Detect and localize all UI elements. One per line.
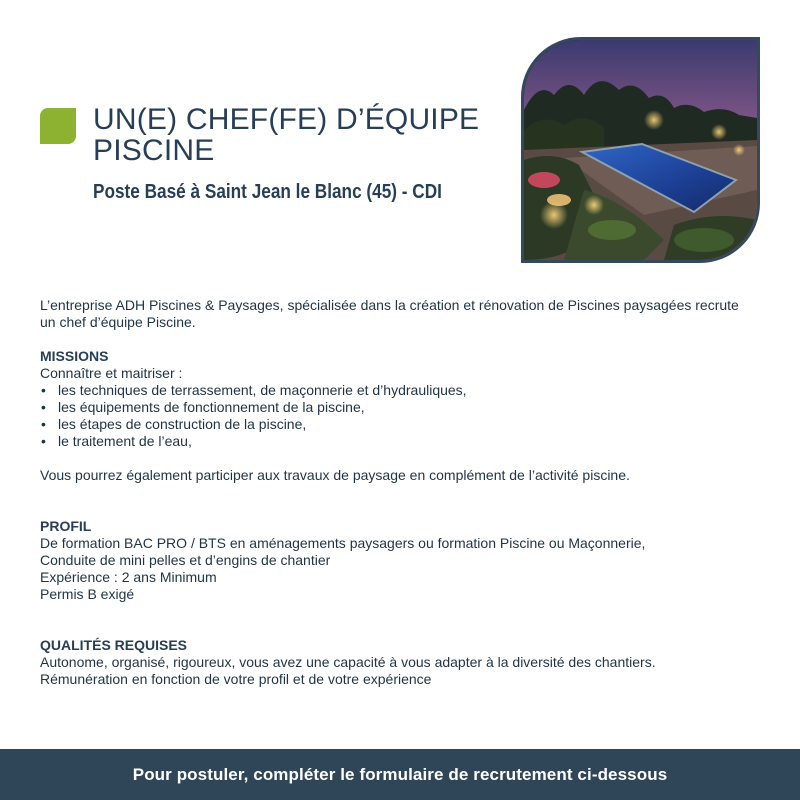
- job-description: [40, 297, 740, 688]
- qualites-line: Autonome, organisé, rigoureux, vous avez une capacité à vous adapter à la diversité des chantiers.: [40, 654, 656, 670]
- pool-garden-photo: [521, 37, 760, 263]
- job-subtitle: Poste Basé à Saint Jean le Blanc (45) - CDI: [93, 181, 442, 203]
- missions-title: MISSIONS: [40, 348, 109, 364]
- list-item: • les techniques de terrassement, de maçonnerie et d’hydrauliques,: [41, 382, 467, 398]
- profil-line: Conduite de mini pelles et d’engins de chantier: [40, 552, 331, 568]
- qualites-line: Rémunération en fonction de votre profil et de votre expérience: [40, 671, 432, 687]
- bullet-icon: •: [41, 416, 46, 432]
- profil-line: Permis B exigé: [40, 586, 135, 602]
- missions-lead: Connaître et maitriser :: [40, 365, 183, 381]
- job-title: UN(E) CHEF(FE) D’ÉQUIPE PISCINE: [93, 103, 480, 167]
- accent-square: [40, 108, 76, 144]
- bullet-icon: •: [41, 382, 46, 398]
- missions-list: [40, 382, 740, 450]
- apply-cta-text[interactable]: Pour postuler, compléter le formulaire de recrutement ci-dessous: [132, 764, 668, 784]
- profil-line: De formation BAC PRO / BTS en aménagements paysagers ou formation Piscine ou Maçonnerie,: [40, 535, 646, 551]
- list-item: • les équipements de fonctionnement de la piscine,: [41, 399, 365, 415]
- list-item: • les étapes de construction de la piscine,: [41, 416, 307, 432]
- apply-banner[interactable]: [0, 749, 800, 800]
- qualites-title: QUALITÉS REQUISES: [40, 637, 188, 653]
- bullet-icon: •: [41, 399, 46, 415]
- profil-title: PROFIL: [40, 518, 92, 534]
- bullet-icon: •: [41, 433, 46, 449]
- intro-text: L’entreprise ADH Piscines & Paysages, spécialisée dans la création et rénovation de Piscines paysagées recrute un chef d’équipe Piscine.: [40, 297, 739, 330]
- list-item: • le traitement de l’eau,: [41, 433, 192, 449]
- profil-line: Expérience : 2 ans Minimum: [40, 569, 217, 585]
- missions-extra: Vous pourrez également participer aux travaux de paysage en complément de l’activité piscine.: [40, 467, 630, 483]
